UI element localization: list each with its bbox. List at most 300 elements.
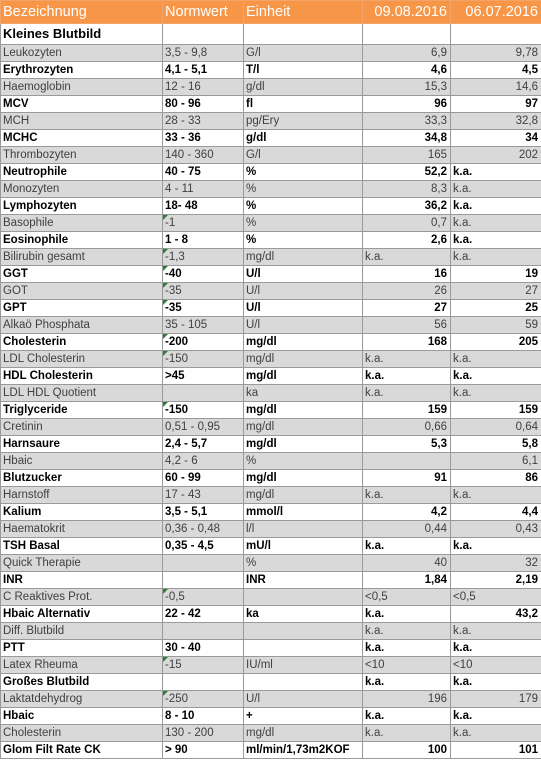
cell-value-date2[interactable] xyxy=(451,249,541,266)
cell-name-text: Basophile xyxy=(3,217,54,229)
cell-value-date1[interactable] xyxy=(363,317,451,334)
cell-value-date1[interactable] xyxy=(363,470,451,487)
cell-value-date2[interactable] xyxy=(451,521,541,538)
cell-norm-text: 18- 48 xyxy=(165,200,198,212)
cell-name[interactable] xyxy=(1,725,163,742)
cell-norm-text: 22 - 42 xyxy=(165,608,201,620)
table-row xyxy=(1,623,541,640)
cell-value-date1-text: 15,3 xyxy=(424,81,447,93)
table-row xyxy=(1,504,541,521)
cell-value-date1[interactable] xyxy=(363,419,451,436)
table-row xyxy=(1,198,541,215)
cell-name[interactable] xyxy=(1,181,163,198)
cell-norm[interactable] xyxy=(163,402,244,419)
cell-name[interactable] xyxy=(1,317,163,334)
cell-norm[interactable] xyxy=(163,640,244,657)
cell-name[interactable] xyxy=(1,164,163,181)
cell-norm[interactable] xyxy=(163,334,244,351)
cell-unit-text: % xyxy=(246,217,257,229)
cell-norm[interactable] xyxy=(163,572,244,589)
cell-unit[interactable] xyxy=(244,742,363,759)
cell-value-date1[interactable] xyxy=(363,555,451,572)
cell-value-date2[interactable] xyxy=(451,385,541,402)
cell-unit[interactable] xyxy=(244,232,363,249)
cell-value-date2[interactable] xyxy=(451,232,541,249)
cell-name[interactable] xyxy=(1,368,163,385)
cell-value-date1[interactable] xyxy=(363,334,451,351)
cell-norm[interactable] xyxy=(163,487,244,504)
cell-value-date1-text: k.a. xyxy=(365,251,384,263)
cell-unit[interactable] xyxy=(244,555,363,572)
cell-name[interactable] xyxy=(1,96,163,113)
cell-unit[interactable] xyxy=(244,419,363,436)
cell-value-date2[interactable] xyxy=(451,538,541,555)
cell-unit[interactable] xyxy=(244,623,363,640)
cell-name[interactable] xyxy=(1,351,163,368)
cell-norm[interactable] xyxy=(163,79,244,96)
cell-norm-text: 33 - 36 xyxy=(165,132,201,144)
header-cell-norm[interactable]: Normwert xyxy=(163,1,244,24)
cell-value-date2[interactable] xyxy=(451,45,541,62)
cell-value-date2[interactable] xyxy=(451,96,541,113)
cell-name[interactable] xyxy=(1,419,163,436)
cell-value-date1[interactable] xyxy=(363,436,451,453)
cell-value-date1[interactable] xyxy=(363,623,451,640)
cell-value-date1[interactable] xyxy=(363,96,451,113)
cell-unit[interactable] xyxy=(244,164,363,181)
cell-value-date2-text: k.a. xyxy=(453,642,473,654)
cell-name-text: Hbaic xyxy=(3,710,35,722)
cell-value-date1[interactable] xyxy=(363,232,451,249)
cell-value-date2[interactable] xyxy=(451,504,541,521)
cell-unit[interactable] xyxy=(244,572,363,589)
cell-value-date2[interactable] xyxy=(451,436,541,453)
cell-value-date1[interactable] xyxy=(363,283,451,300)
cell-unit[interactable] xyxy=(244,351,363,368)
cell-value-date1[interactable] xyxy=(363,538,451,555)
cell-value-date1[interactable] xyxy=(363,249,451,266)
cell-norm[interactable] xyxy=(163,215,244,232)
cell-value-date1[interactable] xyxy=(363,368,451,385)
cell-value-date2[interactable] xyxy=(451,283,541,300)
cell-name-text: Leukozyten xyxy=(3,47,62,59)
cell-name[interactable] xyxy=(1,130,163,147)
cell-value-date2[interactable] xyxy=(451,181,541,198)
cell-norm[interactable] xyxy=(163,504,244,521)
cell-unit[interactable] xyxy=(244,79,363,96)
cell-value-date2[interactable] xyxy=(451,113,541,130)
table-body xyxy=(1,1,541,759)
cell-name[interactable] xyxy=(1,504,163,521)
cell-unit[interactable] xyxy=(244,147,363,164)
cell-unit[interactable] xyxy=(244,368,363,385)
cell-norm[interactable] xyxy=(163,96,244,113)
cell-value-date2[interactable] xyxy=(451,300,541,317)
cell-unit-text: g/dl xyxy=(246,132,267,144)
cell-unit-text: mmol/l xyxy=(246,506,284,518)
cell-unit-text: % xyxy=(246,234,257,246)
cell-value-date2[interactable] xyxy=(451,215,541,232)
cell-name[interactable] xyxy=(1,521,163,538)
cell-value-date2[interactable] xyxy=(451,657,541,674)
cell-unit[interactable] xyxy=(244,96,363,113)
cell-norm-text: 8 - 10 xyxy=(165,710,195,722)
cell-norm[interactable] xyxy=(163,725,244,742)
cell-value-date1[interactable] xyxy=(363,572,451,589)
cell-value-date2[interactable] xyxy=(451,266,541,283)
cell-name-text: GGT xyxy=(3,268,28,280)
cell-norm[interactable] xyxy=(163,657,244,674)
cell-name[interactable] xyxy=(1,470,163,487)
cell-name[interactable] xyxy=(1,674,163,691)
section-empty-cell[interactable] xyxy=(363,24,451,45)
cell-norm[interactable] xyxy=(163,266,244,283)
cell-value-date1[interactable] xyxy=(363,130,451,147)
cell-norm[interactable] xyxy=(163,181,244,198)
cell-value-date2-text: 9,78 xyxy=(515,47,538,59)
cell-norm[interactable] xyxy=(163,436,244,453)
cell-value-date1[interactable] xyxy=(363,606,451,623)
cell-value-date1[interactable] xyxy=(363,300,451,317)
cell-value-date2[interactable] xyxy=(451,742,541,759)
cell-name-text: Blutzucker xyxy=(3,472,62,484)
cell-unit[interactable] xyxy=(244,300,363,317)
cell-unit[interactable] xyxy=(244,113,363,130)
cell-unit[interactable] xyxy=(244,283,363,300)
cell-norm[interactable] xyxy=(163,368,244,385)
cell-norm[interactable] xyxy=(163,300,244,317)
cell-norm[interactable] xyxy=(163,45,244,62)
cell-name[interactable] xyxy=(1,640,163,657)
cell-norm-text: 140 - 360 xyxy=(165,149,214,161)
cell-value-date1[interactable] xyxy=(363,657,451,674)
cell-name[interactable] xyxy=(1,538,163,555)
cell-value-date2[interactable] xyxy=(451,674,541,691)
cell-norm[interactable] xyxy=(163,470,244,487)
cell-name[interactable] xyxy=(1,589,163,606)
cell-unit[interactable] xyxy=(244,130,363,147)
cell-value-date2[interactable] xyxy=(451,419,541,436)
cell-norm-text: 4,2 - 6 xyxy=(165,455,198,467)
cell-name[interactable] xyxy=(1,555,163,572)
cell-value-date1[interactable] xyxy=(363,691,451,708)
cell-norm-text: 40 - 75 xyxy=(165,166,201,178)
cell-unit[interactable] xyxy=(244,334,363,351)
cell-value-date2[interactable] xyxy=(451,640,541,657)
header-cell-date2[interactable]: 06.07.2016 xyxy=(451,1,541,24)
cell-value-date2[interactable] xyxy=(451,164,541,181)
cell-norm-text: 30 - 40 xyxy=(165,642,201,654)
cell-value-date1[interactable] xyxy=(363,708,451,725)
cell-value-date2[interactable] xyxy=(451,487,541,504)
section-empty-cell[interactable] xyxy=(244,24,363,45)
cell-value-date1-text: 91 xyxy=(434,472,447,484)
cell-value-date2[interactable] xyxy=(451,555,541,572)
cell-name[interactable] xyxy=(1,436,163,453)
cell-value-date1[interactable] xyxy=(363,385,451,402)
cell-norm[interactable] xyxy=(163,419,244,436)
cell-unit[interactable] xyxy=(244,317,363,334)
cell-norm[interactable] xyxy=(163,113,244,130)
cell-value-date2[interactable] xyxy=(451,606,541,623)
cell-name[interactable] xyxy=(1,266,163,283)
cell-norm[interactable] xyxy=(163,521,244,538)
cell-name[interactable] xyxy=(1,385,163,402)
cell-norm[interactable] xyxy=(163,62,244,79)
cell-unit[interactable] xyxy=(244,62,363,79)
cell-name[interactable] xyxy=(1,45,163,62)
cell-unit-text: mg/dl xyxy=(246,472,277,484)
cell-value-date1[interactable] xyxy=(363,640,451,657)
cell-name[interactable] xyxy=(1,402,163,419)
cell-name[interactable] xyxy=(1,691,163,708)
cell-value-date1[interactable] xyxy=(363,198,451,215)
cell-value-date2[interactable] xyxy=(451,79,541,96)
section-title[interactable]: Kleines Blutbild xyxy=(1,24,163,45)
cell-name[interactable] xyxy=(1,147,163,164)
section-empty-cell[interactable] xyxy=(451,24,541,45)
cell-name[interactable] xyxy=(1,453,163,470)
cell-unit[interactable] xyxy=(244,470,363,487)
cell-unit[interactable] xyxy=(244,725,363,742)
table-row xyxy=(1,96,541,113)
cell-value-date2-text: 32 xyxy=(525,557,538,569)
cell-name-text: Haematokrit xyxy=(3,523,65,535)
cell-name-text: LDL HDL Quotient xyxy=(3,387,97,399)
cell-value-date1-text: k.a. xyxy=(365,710,385,722)
cell-unit[interactable] xyxy=(244,589,363,606)
cell-value-date1[interactable] xyxy=(363,181,451,198)
table-row xyxy=(1,606,541,623)
cell-value-date2[interactable] xyxy=(451,589,541,606)
cell-value-date1[interactable] xyxy=(363,147,451,164)
cell-norm[interactable] xyxy=(163,538,244,555)
cell-unit-text: mg/dl xyxy=(246,336,277,348)
cell-flag-icon xyxy=(163,351,168,356)
cell-value-date2-text: k.a. xyxy=(453,540,473,552)
cell-value-date1[interactable] xyxy=(363,725,451,742)
cell-value-date1[interactable] xyxy=(363,521,451,538)
cell-value-date2[interactable] xyxy=(451,130,541,147)
cell-norm-text: > 90 xyxy=(165,744,188,756)
cell-value-date1[interactable] xyxy=(363,351,451,368)
cell-norm[interactable] xyxy=(163,742,244,759)
cell-unit-text: mg/dl xyxy=(246,489,275,501)
cell-value-date1[interactable] xyxy=(363,674,451,691)
cell-name[interactable] xyxy=(1,623,163,640)
cell-name-text: C Reaktives Prot. xyxy=(3,591,93,603)
cell-value-date2[interactable] xyxy=(451,725,541,742)
cell-unit[interactable] xyxy=(244,674,363,691)
cell-norm-text: 1 - 8 xyxy=(165,234,189,246)
cell-value-date1[interactable] xyxy=(363,164,451,181)
cell-name-text: Monozyten xyxy=(3,183,60,195)
cell-name[interactable] xyxy=(1,283,163,300)
cell-norm[interactable] xyxy=(163,317,244,334)
cell-name-text: Latex Rheuma xyxy=(3,659,78,671)
cell-unit[interactable] xyxy=(244,45,363,62)
cell-unit[interactable] xyxy=(244,521,363,538)
cell-unit[interactable] xyxy=(244,181,363,198)
cell-norm-text: 4,1 - 5,1 xyxy=(165,64,208,76)
cell-unit-text: ka xyxy=(246,387,259,399)
cell-unit-text: + xyxy=(246,710,253,722)
cell-norm-text: -150 xyxy=(165,353,189,365)
cell-name[interactable] xyxy=(1,708,163,725)
cell-value-date1[interactable] xyxy=(363,62,451,79)
cell-value-date2[interactable] xyxy=(451,708,541,725)
cell-value-date1[interactable] xyxy=(363,742,451,759)
header-cell-name[interactable]: Bezeichnung xyxy=(1,1,163,24)
cell-unit[interactable] xyxy=(244,266,363,283)
cell-value-date2[interactable] xyxy=(451,62,541,79)
cell-value-date2-text: k.a. xyxy=(453,251,472,263)
cell-unit[interactable] xyxy=(244,487,363,504)
cell-unit[interactable] xyxy=(244,198,363,215)
cell-unit[interactable] xyxy=(244,436,363,453)
cell-value-date1-text: 0,66 xyxy=(424,421,447,433)
cell-unit[interactable] xyxy=(244,640,363,657)
cell-unit[interactable] xyxy=(244,606,363,623)
cell-value-date1[interactable] xyxy=(363,113,451,130)
cell-value-date2-text: k.a. xyxy=(453,489,472,501)
cell-value-date1[interactable] xyxy=(363,266,451,283)
cell-value-date1[interactable] xyxy=(363,504,451,521)
cell-value-date2-text: k.a. xyxy=(453,625,472,637)
cell-name[interactable] xyxy=(1,79,163,96)
cell-norm-text: 35 - 105 xyxy=(165,319,208,331)
cell-value-date2[interactable] xyxy=(451,572,541,589)
cell-name[interactable] xyxy=(1,657,163,674)
cell-value-date2-text: 34 xyxy=(525,132,538,144)
cell-name[interactable] xyxy=(1,249,163,266)
cell-flag-icon xyxy=(163,215,168,220)
cell-value-date2[interactable] xyxy=(451,198,541,215)
cell-value-date2-text: 14,6 xyxy=(515,81,538,93)
cell-value-date2-text: 202 xyxy=(518,149,538,161)
cell-norm[interactable] xyxy=(163,606,244,623)
section-row xyxy=(1,24,541,45)
cell-value-date1-text: 159 xyxy=(427,404,447,416)
cell-norm[interactable] xyxy=(163,198,244,215)
cell-unit[interactable] xyxy=(244,504,363,521)
cell-value-date2[interactable] xyxy=(451,623,541,640)
cell-norm[interactable] xyxy=(163,147,244,164)
cell-value-date2[interactable] xyxy=(451,470,541,487)
cell-name[interactable] xyxy=(1,232,163,249)
cell-name[interactable] xyxy=(1,334,163,351)
cell-norm[interactable] xyxy=(163,385,244,402)
table-row xyxy=(1,266,541,283)
cell-value-date2[interactable] xyxy=(451,334,541,351)
cell-name[interactable] xyxy=(1,300,163,317)
cell-value-date1[interactable] xyxy=(363,589,451,606)
cell-value-date1[interactable] xyxy=(363,45,451,62)
cell-value-date2-text: 86 xyxy=(525,472,538,484)
cell-value-date2-text: k.a. xyxy=(453,217,472,229)
cell-norm[interactable] xyxy=(163,232,244,249)
cell-norm[interactable] xyxy=(163,555,244,572)
cell-name[interactable] xyxy=(1,113,163,130)
cell-unit[interactable] xyxy=(244,691,363,708)
table-row xyxy=(1,470,541,487)
cell-name[interactable] xyxy=(1,487,163,504)
cell-norm[interactable] xyxy=(163,674,244,691)
cell-unit-text: pg/Ery xyxy=(246,115,280,127)
cell-name[interactable] xyxy=(1,62,163,79)
cell-value-date2[interactable] xyxy=(451,453,541,470)
cell-norm[interactable] xyxy=(163,453,244,470)
cell-value-date1-text: k.a. xyxy=(365,540,385,552)
cell-norm[interactable] xyxy=(163,589,244,606)
cell-value-date2-text: 25 xyxy=(525,302,538,314)
cell-value-date2-text: 0,64 xyxy=(515,421,538,433)
cell-norm[interactable] xyxy=(163,623,244,640)
cell-value-date2[interactable] xyxy=(451,317,541,334)
cell-norm[interactable] xyxy=(163,164,244,181)
cell-value-date2[interactable] xyxy=(451,147,541,164)
cell-value-date1[interactable] xyxy=(363,402,451,419)
header-cell-unit[interactable]: Einheit xyxy=(244,1,363,24)
cell-value-date2[interactable] xyxy=(451,402,541,419)
cell-value-date1-text: 52,2 xyxy=(424,166,447,178)
cell-value-date1[interactable] xyxy=(363,487,451,504)
cell-unit-text: U/l xyxy=(246,268,261,280)
section-empty-cell[interactable] xyxy=(163,24,244,45)
cell-value-date2[interactable] xyxy=(451,368,541,385)
cell-norm[interactable] xyxy=(163,283,244,300)
cell-value-date1-text: 16 xyxy=(434,268,447,280)
cell-norm[interactable] xyxy=(163,130,244,147)
cell-unit[interactable] xyxy=(244,215,363,232)
table-row xyxy=(1,334,541,351)
cell-unit[interactable] xyxy=(244,453,363,470)
cell-norm[interactable] xyxy=(163,249,244,266)
cell-unit[interactable] xyxy=(244,538,363,555)
cell-value-date1-text: 4,2 xyxy=(431,506,447,518)
cell-name[interactable] xyxy=(1,198,163,215)
table-row xyxy=(1,164,541,181)
cell-value-date1[interactable] xyxy=(363,215,451,232)
cell-value-date2-text: 43,2 xyxy=(515,608,538,620)
cell-norm[interactable] xyxy=(163,351,244,368)
cell-value-date2-text: 2,19 xyxy=(515,574,538,586)
cell-norm-text: 0,36 - 0,48 xyxy=(165,523,220,535)
cell-value-date1[interactable] xyxy=(363,79,451,96)
cell-value-date1-text: 36,2 xyxy=(424,200,447,212)
header-cell-date1[interactable]: 09.08.2016 xyxy=(363,1,451,24)
cell-norm-text: -250 xyxy=(165,693,189,705)
cell-name[interactable] xyxy=(1,215,163,232)
cell-name[interactable] xyxy=(1,572,163,589)
cell-norm[interactable] xyxy=(163,708,244,725)
cell-name[interactable] xyxy=(1,606,163,623)
cell-unit[interactable] xyxy=(244,402,363,419)
table-row xyxy=(1,674,541,691)
cell-unit[interactable] xyxy=(244,249,363,266)
cell-unit-text: INR xyxy=(246,574,266,586)
cell-value-date1[interactable] xyxy=(363,453,451,470)
cell-norm[interactable] xyxy=(163,691,244,708)
table-row xyxy=(1,402,541,419)
cell-unit[interactable] xyxy=(244,385,363,402)
cell-value-date2[interactable] xyxy=(451,691,541,708)
cell-unit[interactable] xyxy=(244,708,363,725)
cell-name[interactable] xyxy=(1,742,163,759)
cell-unit[interactable] xyxy=(244,657,363,674)
cell-value-date1-text: k.a. xyxy=(365,608,385,620)
cell-value-date2[interactable] xyxy=(451,351,541,368)
